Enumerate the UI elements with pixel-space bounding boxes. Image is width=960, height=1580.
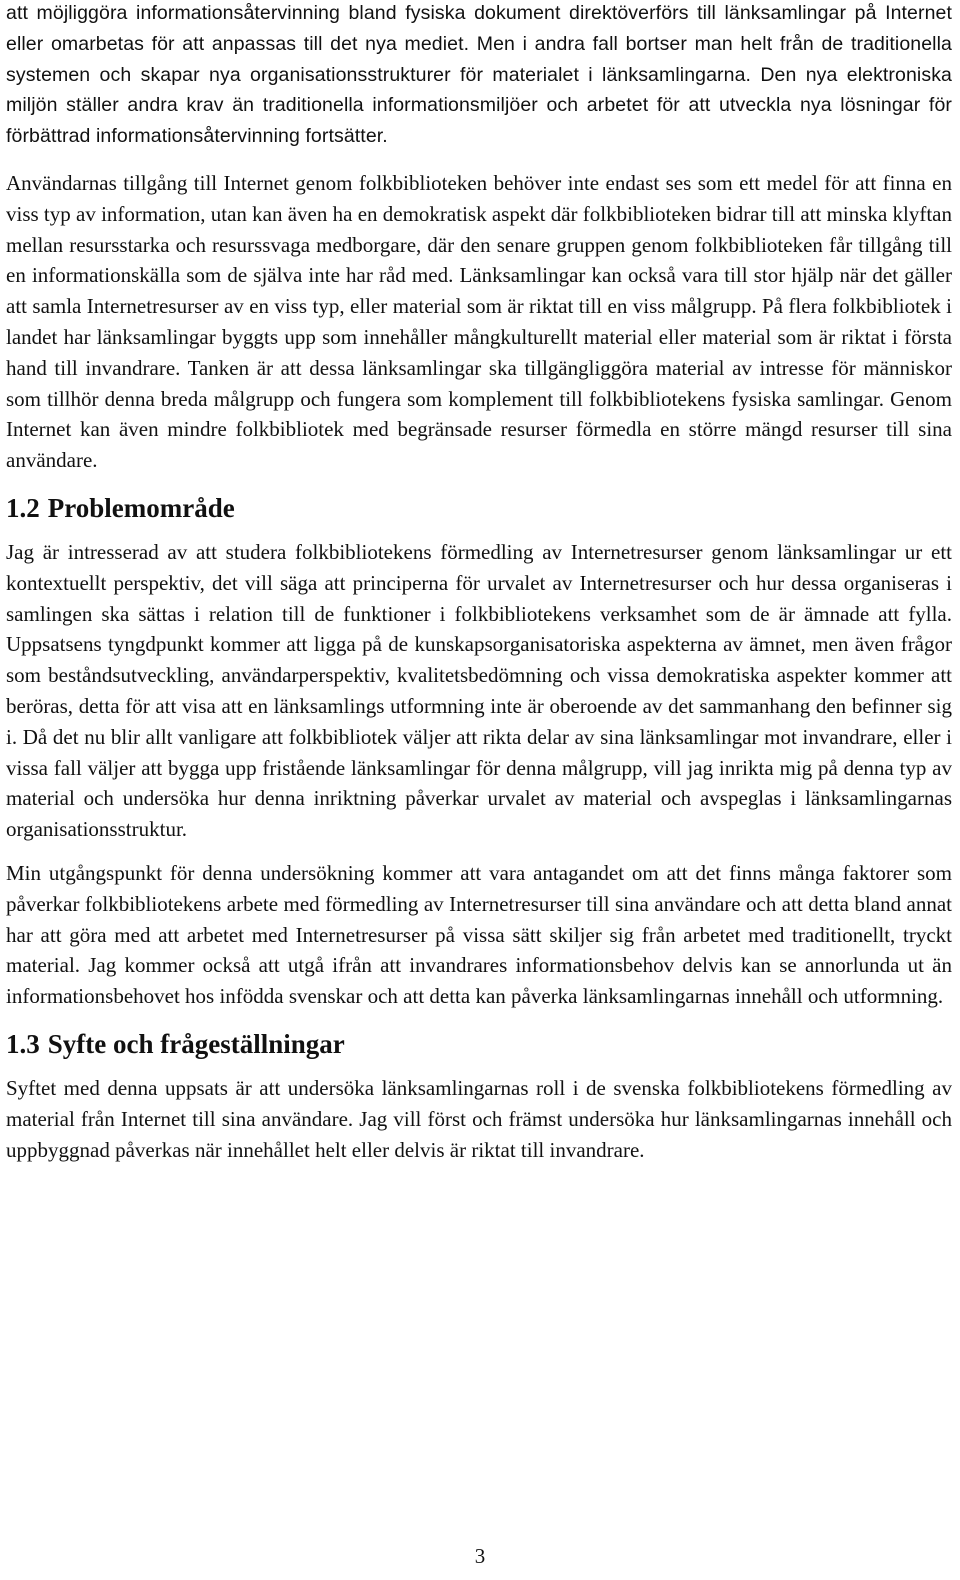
section-title: Problemområde xyxy=(47,492,235,523)
body-paragraph: Syftet med denna uppsats är att undersöka länksamlingarnas roll i de svenska folkbibliotekens förmedling av material från Internet till sina användare. Jag vill först och främst undersöka hur länksamlingarnas innehåll och uppbyggnad påverkas när innehållet helt eller delvis är riktat till invandrare. xyxy=(6,1075,952,1162)
body-paragraph: att möjliggöra informationsåtervinning bland fysiska dokument direktöverförs till länksamlingar på Internet eller omarbetas för att anpassas till det nya mediet. Men i andra fall bortser man helt från de traditionella systemen och skapar nya organisationsstrukturer för materialet i länksamlingarna. Den nya elektroniska miljön ställer andra krav än traditionella informationsmiljöer och arbetet för att utveckla nya lösningar för förbättrad informationsåtervinning fortsätter. xyxy=(6,2,952,148)
section-title: Syfte och frågeställningar xyxy=(47,1028,345,1059)
body-paragraph: Jag är intresserad av att studera folkbibliotekens förmedling av Internetresurser genom länksamlingar ur ett kontextuellt perspektiv, det vill säga att principerna för urvalet av Internetresurser och hur dessa organiseras i samlingen ska sättas i relation till de funktioner i folkbibliotekens verksamhet som de är ämnade att fylla. Uppsatsens tyngdpunkt kommer att ligga på de kunskapsorganisatoriska aspekterna av ämnet, men även frågor som beståndsutveckling, användarperspektiv, kvalitetsbedömning och vissa demokratiska aspekter kommer att beröras, detta för att visa att en länksamlings utformning inte är oberoende av det sammanhang den befinner sig i. Då det nu blir allt vanligare att folkbibliotek väljer att rikta delar av sina länksamlingar mot invandrare, eller i vissa fall väljer att bygga upp fristående länksamlingar för denna målgrupp, vill jag inrikta mig på denna typ av material och undersöka hur denna inriktning påverkar urvalet av material och avspeglas i länksamlingarnas organisationsstruktur. xyxy=(6,539,952,842)
section-heading xyxy=(6,1027,952,1061)
section-heading xyxy=(6,491,952,525)
document-page xyxy=(6,0,952,1165)
page-number: 3 xyxy=(474,1544,486,1568)
body-paragraph: Användarnas tillgång till Internet genom folkbiblioteken behöver inte endast ses som ett medel för att finna en viss typ av information, utan kan även ha en demokratisk aspekt där folkbiblioteken bidrar till att minska klyftan mellan resursstarka och resurssvaga medborgare, där den senare gruppen genom folkbiblioteken får tillgång till en informationskälla som de själva inte har råd med. Länksamlingar kan också vara till stor hjälp när det gäller att samla Internetresurser av en viss typ, eller material som är riktat till en viss målgrupp. På flera folkbibliotek i landet har länksamlingar byggts upp som innehåller mångkulturellt material eller material som är riktat i första hand till invandrare. Tanken är att dessa länksamlingar ska tillgängliggöra material av intresse för människor som tillhör denna breda målgrupp och fungera som komplement till folkbibliotekens fysiska samlingar. Genom Internet kan även mindre folkbibliotek med begränsade resurser förmedla en större mängd resurser till sina användare. xyxy=(6,170,952,473)
section-number: 1.3 xyxy=(6,1028,40,1059)
body-paragraph: Min utgångspunkt för denna undersökning kommer att vara antagandet om att det finns många faktorer som påverkar folkbibliotekens arbete med förmedling av Internetresurser till sina användare och att detta bland annat har att göra med att arbetet med Internetresurser på vissa sätt skiljer sig från arbetet med traditionellt, tryckt material. Jag kommer också att utgå ifrån att invandrares informationsbehov delvis kan se annorlunda ut än informationsbehovet hos infödda svenskar och att detta kan påverka länksamlingarnas innehåll och utformning. xyxy=(6,860,952,1009)
section-number: 1.2 xyxy=(6,492,40,523)
